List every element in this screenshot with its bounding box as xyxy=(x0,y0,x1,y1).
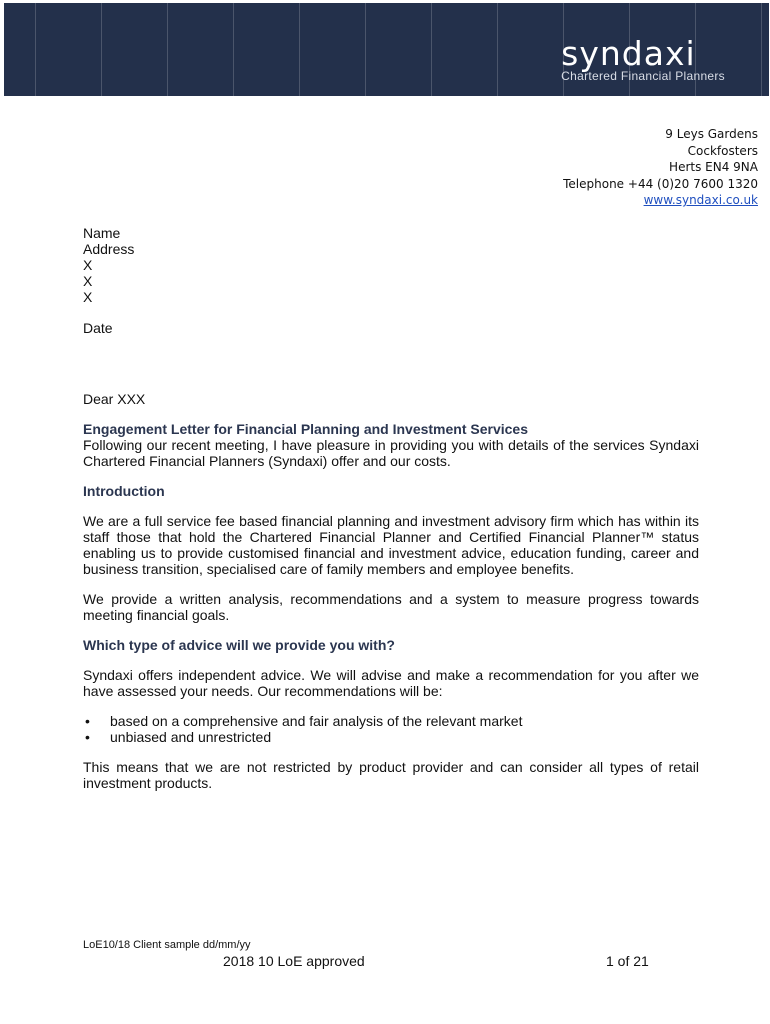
recipient-name: Name xyxy=(83,225,121,241)
sender-town: Cockfosters xyxy=(687,143,758,158)
advice-paragraph: Syndaxi offers independent advice. We will advise and make a recommendation for you after we have assessed your needs. Our recommendations will be: xyxy=(83,667,699,699)
opening-paragraph: Following our recent meeting, I have pleasure in providing you with details of the services Syndaxi Chartered Financial Planners (Syndaxi) offer and our costs. xyxy=(83,437,699,469)
advice-paragraph: This means that we are not restricted by product provider and can consider all types of retail investment products. xyxy=(83,759,699,791)
introduction-paragraph: We provide a written analysis, recommendations and a system to measure progress towards meeting financial goals. xyxy=(83,591,699,623)
sender-phone: Telephone +44 (0)20 7600 1320 xyxy=(563,176,758,191)
brand-name: syndaxi xyxy=(561,34,696,73)
list-item: • based on a comprehensive and fair analysis of the relevant market xyxy=(83,713,699,729)
letter-subject: Engagement Letter for Financial Planning and Investment Services xyxy=(83,421,528,437)
recipient-address xyxy=(83,225,134,305)
letter-body xyxy=(83,391,699,805)
brand-tagline: Chartered Financial Planners xyxy=(561,69,725,83)
sender-address xyxy=(458,126,758,209)
recipient-placeholder: X xyxy=(83,257,93,273)
header-banner xyxy=(4,3,769,96)
sender-street: 9 Leys Gardens xyxy=(665,127,758,141)
footer-approval: 2018 10 LoE approved xyxy=(223,953,365,969)
recipient-address-line: Address xyxy=(83,241,135,257)
section-heading-advice: Which type of advice will we provide you with? xyxy=(83,637,395,653)
section-heading-introduction: Introduction xyxy=(83,483,165,499)
footer-reference: LoE10/18 Client sample dd/mm/yy xyxy=(83,939,251,951)
salutation: Dear XXX xyxy=(83,391,146,407)
letter-date: Date xyxy=(83,320,113,336)
sender-county-postcode: Herts EN4 9NA xyxy=(669,160,758,174)
introduction-paragraph: We are a full service fee based financial planning and investment advisory firm which has within its staff those that hold the Chartered Financial Planner and Certified Financial Planner™ status enabling us to provide customised financial and investment advice, education funding, career and business transition, specialised care of family members and employee benefits. xyxy=(83,513,699,577)
brand-logo xyxy=(561,34,725,83)
recipient-placeholder: X xyxy=(83,273,93,289)
advice-bullet-list xyxy=(83,713,699,745)
website-link[interactable]: www.syndaxi.co.uk xyxy=(643,193,758,207)
list-item: • unbiased and unrestricted xyxy=(83,729,699,745)
recipient-placeholder: X xyxy=(83,289,93,305)
page-number: 1 of 21 xyxy=(606,953,649,969)
